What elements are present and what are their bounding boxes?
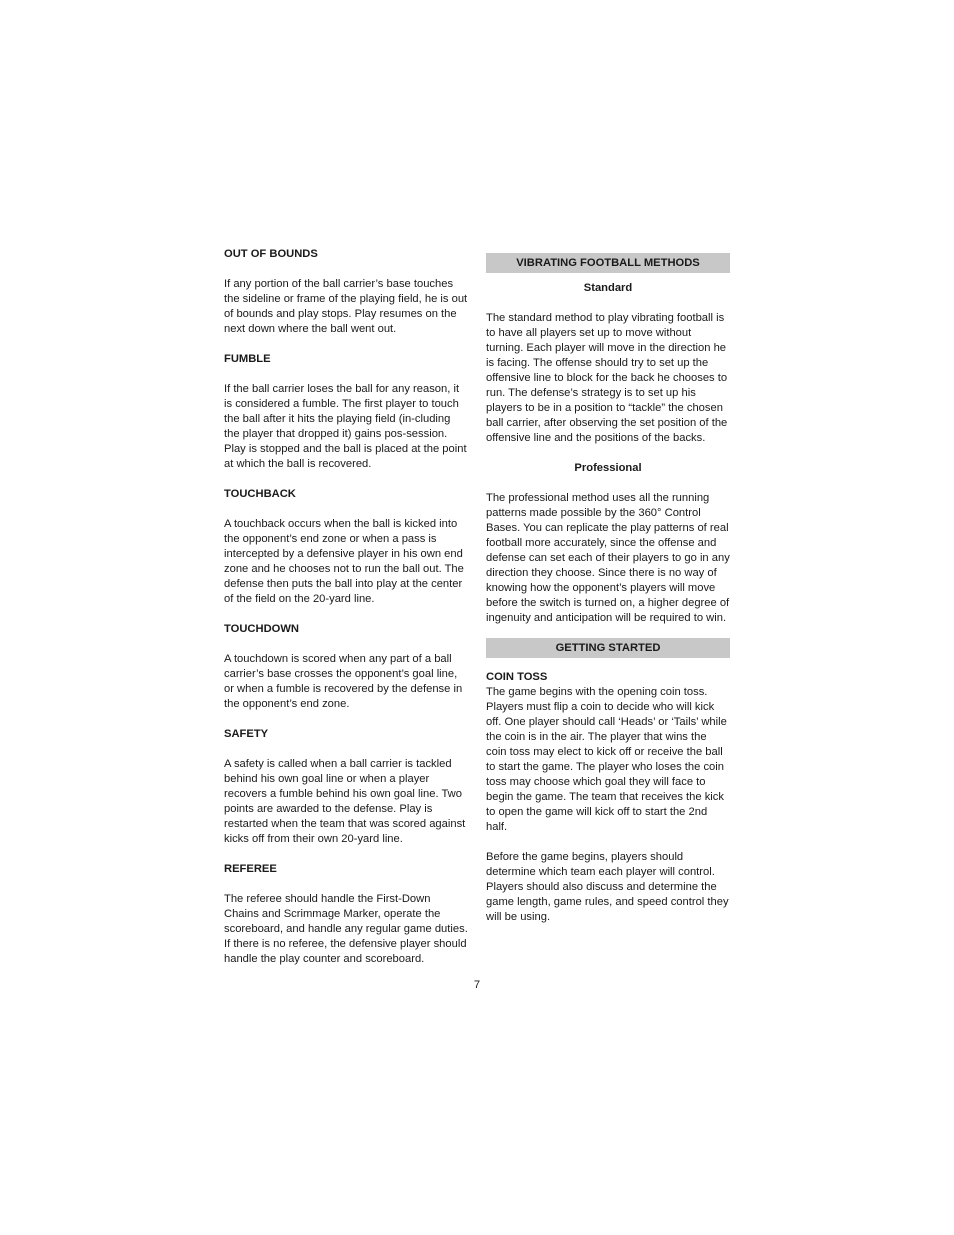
body-coin-toss: The game begins with the opening coin toss. Players must flip a coin to decide who will kick off. One player should call ‘Heads’ or ‘Tails’ while the coin is in the air. The player that wins the coin toss may elect to kick off or receive the ball to start the game. The player who loses the coin toss may choose which goal they will face to begin the game. The team that receives the kick to open the game will kick off to start the 2nd half. <box>486 686 727 833</box>
body-safety: A safety is called when a ball carrier is tackled behind his own goal line or when a player recovers a fumble behind his own goal line. Two points are awarded to the defense. Play is restarted when the team that was scored against kicks off from their own 20-yard line. <box>224 758 466 845</box>
section-out-of-bounds <box>224 247 468 337</box>
section-touchdown <box>224 622 468 712</box>
body-professional: The professional method uses all the running patterns made possible by the 360° Control Bases. You can replicate the play patterns of real football more accurately, since the offense and defense can set each of their players to go in any direction they choose. Since there is no way of knowing how the opponent’s players will move before the switch is turned on, a higher degree of ingenuity and anticipation will be required to win. <box>486 492 730 624</box>
body-touchdown: A touchdown is scored when any part of a ball carrier’s base crosses the opponent’s goal line, or when a fumble is recovered by the defense in the opponent’s end zone. <box>224 653 463 710</box>
heading-professional: Professional <box>574 462 642 474</box>
body-before-game: Before the game begins, players should determine which team each player will control. Players should also discuss and determine the game length, game rules, and speed control they will be using. <box>486 851 729 923</box>
heading-safety: SAFETY <box>224 728 269 740</box>
body-out-of-bounds: If any portion of the ball carrier’s base touches the sideline or frame of the playing field, he is out of bounds and play stops. Play resumes on the next down where the ball went out. <box>224 278 468 335</box>
methods-bar-title: VIBRATING FOOTBALL METHODS <box>486 253 730 273</box>
left-column <box>224 247 468 967</box>
page-number: 7 <box>473 979 481 991</box>
heading-referee: REFEREE <box>224 863 277 875</box>
heading-out-of-bounds: OUT OF BOUNDS <box>224 248 318 260</box>
body-fumble: If the ball carrier loses the ball for any reason, it is considered a fumble. The first player to touch the ball after it hits the playing field (in-cluding the player that dropped it) gains pos-session. Play is stopped and the ball is placed at the point at which the ball is recovered. <box>224 383 467 470</box>
right-column <box>486 253 730 925</box>
heading-coin-toss: COIN TOSS <box>486 671 548 683</box>
section-fumble <box>224 352 468 472</box>
heading-touchback: TOUCHBACK <box>224 488 296 500</box>
section-touchback <box>224 487 468 607</box>
body-standard: The standard method to play vibrating football is to have all players set up to move without turning. Each player will move in the direction he is facing. The offense should try to set up the offensive line to block for the back he chooses to run. The defense’s strategy is to set up his players to be in a position to “tackle” the chosen ball carrier, after observing the set position of the offensive line and the positions of the backs. <box>486 312 728 444</box>
heading-fumble: FUMBLE <box>224 353 271 365</box>
body-referee: The referee should handle the First-Down Chains and Scrimmage Marker, operate the scoreboard, and handle any regular game duties. If there is no referee, the defensive player should handle the play counter and scoreboard. <box>224 893 468 965</box>
getting-started-bar-title: GETTING STARTED <box>486 638 730 658</box>
section-safety <box>224 727 468 847</box>
body-touchback: A touchback occurs when the ball is kicked into the opponent’s end zone or when a pass is intercepted by a defensive player in his own end zone and he chooses not to run the ball out. The defense then puts the ball into play at the center of the field on the 20-yard line. <box>224 518 464 605</box>
heading-touchdown: TOUCHDOWN <box>224 623 299 635</box>
heading-standard: Standard <box>583 282 633 294</box>
section-referee <box>224 862 468 967</box>
